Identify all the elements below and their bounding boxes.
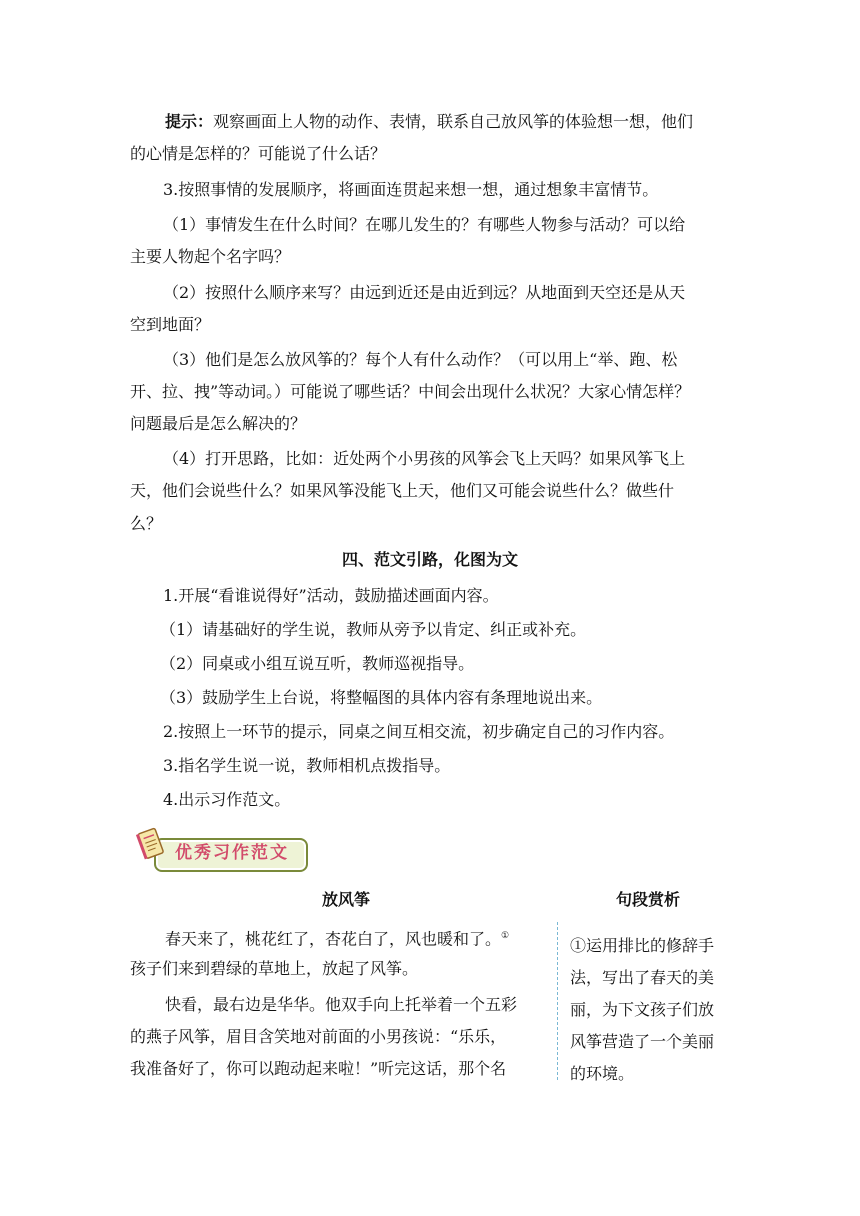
hint-text-1: 观察画面上人物的动作、表情，联系自己放风筝的体验想一想，他们 bbox=[213, 112, 694, 131]
essay-title: 放风筝 bbox=[322, 890, 371, 909]
hint-label: 提示： bbox=[165, 112, 214, 131]
essay-p1-line1 bbox=[165, 924, 583, 951]
step3-item1-line1: （1）事情发生在什么时间？在哪儿发生的？有哪些人物参与活动？可以给 bbox=[163, 215, 686, 234]
step3-item4-line1: （4）打开思路，比如：近处两个小男孩的风筝会飞上天吗？如果风筝飞上 bbox=[163, 449, 686, 468]
appreciation-line-4: 风筝营造了一个美丽 bbox=[570, 1032, 715, 1051]
appreciation-line-5: 的环境。 bbox=[570, 1064, 635, 1083]
appreciation-line-1: ①运用排比的修辞手 bbox=[570, 936, 715, 955]
section4-line-3: （2）同桌或小组互说互听，教师巡视指导。 bbox=[160, 654, 475, 673]
section4-heading: 四、范文引路，化图为文 bbox=[341, 550, 518, 569]
column-divider bbox=[557, 922, 558, 1080]
hint-line-1 bbox=[165, 110, 765, 134]
appreciation-line-2: 法，写出了春天的美 bbox=[570, 968, 715, 987]
step3-item3-line1: （3）他们是怎么放风筝的？每个人有什么动作？（可以用上“举、跑、松 bbox=[163, 350, 678, 369]
essay-p1-line2: 孩子们来到碧绿的草地上，放起了风筝。 bbox=[130, 959, 419, 978]
step3-item3-line2: 开、拉、拽”等动词。）可能说了哪些话？中间会出现什么状况？大家心情怎样？ bbox=[130, 382, 691, 401]
essay-p1-text: 春天来了，桃花红了，杏花白了，风也暖和了。 bbox=[165, 929, 502, 949]
badge-text: 优秀习作范文 bbox=[175, 843, 289, 863]
section4-line-1: 1.开展“看谁说得好”活动，鼓励描述画面内容。 bbox=[163, 586, 499, 605]
step3-item3-line3: 问题最后是怎么解决的？ bbox=[130, 414, 307, 433]
annotation-mark: ① bbox=[501, 931, 510, 941]
step3-item2-line2: 空到地面？ bbox=[130, 315, 211, 334]
essay-p2-line2: 的燕子风筝，眉目含笑地对前面的小男孩说：“乐乐， bbox=[130, 1027, 507, 1046]
step3-item2-line1: （2）按照什么顺序来写？由远到近还是由近到远？从地面到天空还是从天 bbox=[163, 283, 686, 302]
appreciation-title: 句段赏析 bbox=[616, 890, 681, 909]
section4-line-4: （3）鼓励学生上台说，将整幅图的具体内容有条理地说出来。 bbox=[160, 688, 603, 707]
step3-item4-line2: 天，他们会说些什么？如果风筝没能飞上天，他们又可能会说些什么？做些什 bbox=[130, 481, 675, 500]
appreciation-line-3: 丽，为下文孩子们放 bbox=[570, 1000, 715, 1019]
essay-p2-line3: 我准备好了，你可以跑动起来啦！”听完这话，那个名 bbox=[130, 1059, 507, 1078]
essay-p2-line1: 快看，最右边是华华。他双手向上托举着一个五彩 bbox=[165, 995, 518, 1014]
section4-line-7: 4.出示习作范文。 bbox=[163, 790, 291, 809]
section4-line-2: （1）请基础好的学生说，教师从旁予以肯定、纠正或补充。 bbox=[160, 620, 587, 639]
hint-line-2: 的心情是怎样的？可能说了什么话？ bbox=[130, 144, 387, 163]
excellent-essay-badge bbox=[132, 824, 308, 870]
section4-line-6: 3.指名学生说一说，教师相机点拨指导。 bbox=[163, 756, 451, 775]
step3-item1-line2: 主要人物起个名字吗？ bbox=[130, 247, 291, 266]
section4-line-5: 2.按照上一环节的提示，同桌之间互相交流，初步确定自己的习作内容。 bbox=[163, 722, 675, 741]
step3-title: 3.按照事情的发展顺序，将画面连贯起来想一想，通过想象丰富情节。 bbox=[163, 180, 659, 199]
step3-item4-line3: 么？ bbox=[130, 514, 163, 533]
